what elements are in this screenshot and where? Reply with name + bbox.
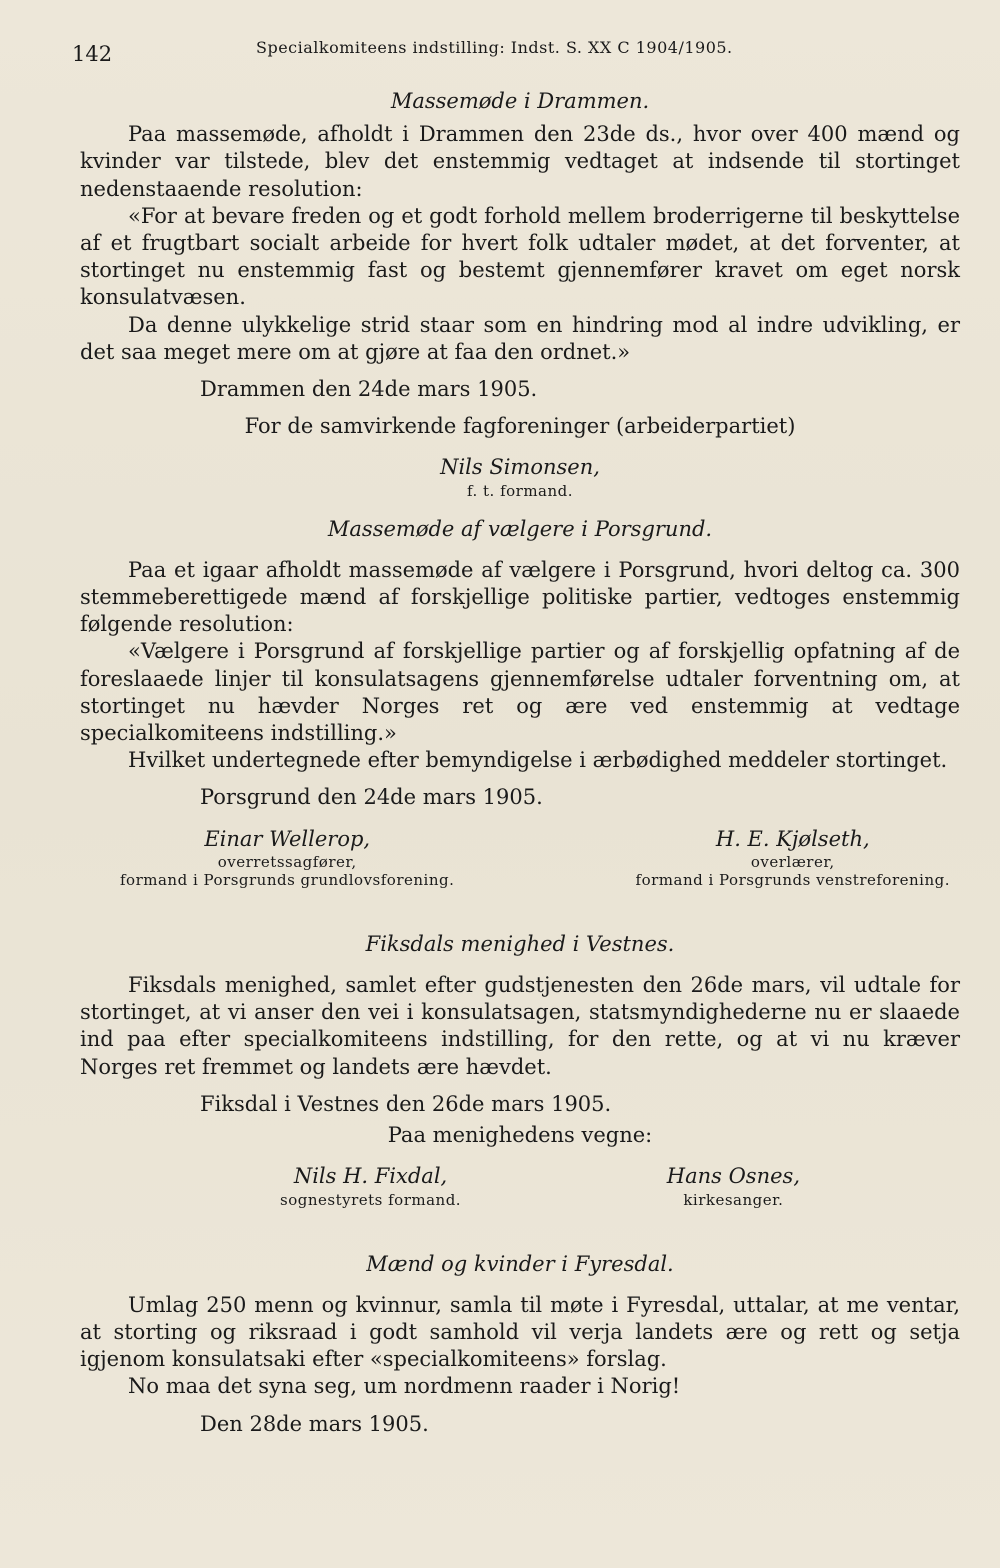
paragraph: Paa massemøde, afholdt i Drammen den 23de ds., hvor over 400 mænd og kvinder var tilstede, blev det enstemmig vedtaget at indsende til stortinget nedenstaaende resolution: <box>80 122 960 201</box>
signature-name: H. E. Kjølseth, <box>715 826 870 851</box>
section-heading: Mænd og kvinder i Fyresdal. <box>366 1251 674 1276</box>
on-behalf-line: For de samvirkende fagforeninger (arbeiderpartiet) <box>244 414 796 439</box>
running-title: Specialkomiteens indstilling: Indst. S. XX C 1904/1905. <box>256 38 733 57</box>
place-date: Den 28de mars 1905. <box>200 1411 429 1436</box>
signature <box>280 1163 461 1208</box>
signature-row <box>120 826 950 889</box>
signature-name: Nils H. Fixdal, <box>293 1164 448 1189</box>
on-behalf-line: Paa menighedens vegne: <box>387 1123 653 1148</box>
signature <box>636 826 950 889</box>
signature <box>80 454 960 499</box>
section-heading: Fiksdals menighed i Vestnes. <box>365 931 675 956</box>
signature-name: Hans Osnes, <box>666 1164 800 1189</box>
place-date: Porsgrund den 24de mars 1905. <box>200 785 543 810</box>
page-header <box>72 30 940 64</box>
signature-name: Nils Simonsen, <box>440 455 600 480</box>
paragraph: «For at bevare freden og et godt forhold mellem broderrigerne til beskyttelse af et frugtbart socialt arbeide for hvert folk udtaler mødet, at det forventer, at stortinget nu enstemmig fast og bestemt gjennemfører kravet om eget norsk konsulatvæsen. <box>80 203 960 310</box>
signature-affiliation: formand i Porsgrunds venstreforening. <box>635 870 950 889</box>
signature <box>120 826 454 889</box>
signature-title: f. t. formand. <box>466 481 574 500</box>
paragraph: No maa det syna seg, um nordmenn raader i Norig! <box>128 1374 681 1399</box>
signature-affiliation: formand i Porsgrunds grundlovsforening. <box>120 870 455 889</box>
paragraph: Paa et igaar afholdt massemøde af vælgere i Porsgrund, hvori deltog ca. 300 stemmeberettigede mænd af forskjellige politiske partier, vedtoges enstemmig følgende resolution: <box>80 557 960 637</box>
section-heading: Massemøde i Drammen. <box>390 89 650 113</box>
signature <box>667 1163 800 1208</box>
paragraph: Fiksdals menighed, samlet efter gudstjenesten den 26de mars, vil udtale for stortinget, at vi anser den vei i konsulatsagen, statsmyndighederne nu er slaaede ind paa efter specialkomiteens indstilling, for den rette, og at vi nu kræver Norges ret fremmet og landets ære hævdet. <box>80 973 960 1079</box>
page-number: 142 <box>72 42 113 66</box>
signature-title: sognestyrets formand. <box>280 1190 462 1209</box>
section-fiksdal <box>80 931 960 1209</box>
paragraph: «Vælgere i Porsgrund af forskjellige partier og af forskjellig opfatning af de foreslaaede linjer til konsulatsagens gjennemførelse udtaler forventning om, at stortinget nu hævder Norges ret og ære ved enstemmig at vedtage specialkomiteens indstilling.» <box>80 639 960 746</box>
paragraph: Hvilket undertegnede efter bemyndigelse i ærbødighed meddeler stortinget. <box>128 748 948 773</box>
signature-title: overretssagfører, <box>217 852 357 871</box>
section-fyresdal <box>80 1251 960 1438</box>
signature-title: overlærer, <box>750 852 835 871</box>
place-date: Drammen den 24de mars 1905. <box>200 377 538 402</box>
place-date: Fiksdal i Vestnes den 26de mars 1905. <box>200 1091 612 1116</box>
paragraph: Umlag 250 menn og kvinnur, samla til møte i Fyresdal, uttalar, at me ventar, at storting og riksraad i godt samhold vil verja landets ære og rett og setja igjenom konsulatsaki efter «specialkomiteens» forslag. <box>80 1292 960 1372</box>
section-heading: Massemøde af vælgere i Porsgrund. <box>327 516 713 541</box>
signature-title: kirkesanger. <box>683 1190 784 1209</box>
section-drammen <box>80 88 960 500</box>
section-porsgrund <box>80 516 960 889</box>
paragraph: Da denne ulykkelige strid staar som en hindring mod al indre udvikling, er det saa meget mere om at gjøre at faa den ordnet.» <box>80 312 960 364</box>
signature-row <box>280 1163 800 1208</box>
document-body <box>80 88 960 1448</box>
signature-name: Einar Wellerop, <box>204 826 371 851</box>
